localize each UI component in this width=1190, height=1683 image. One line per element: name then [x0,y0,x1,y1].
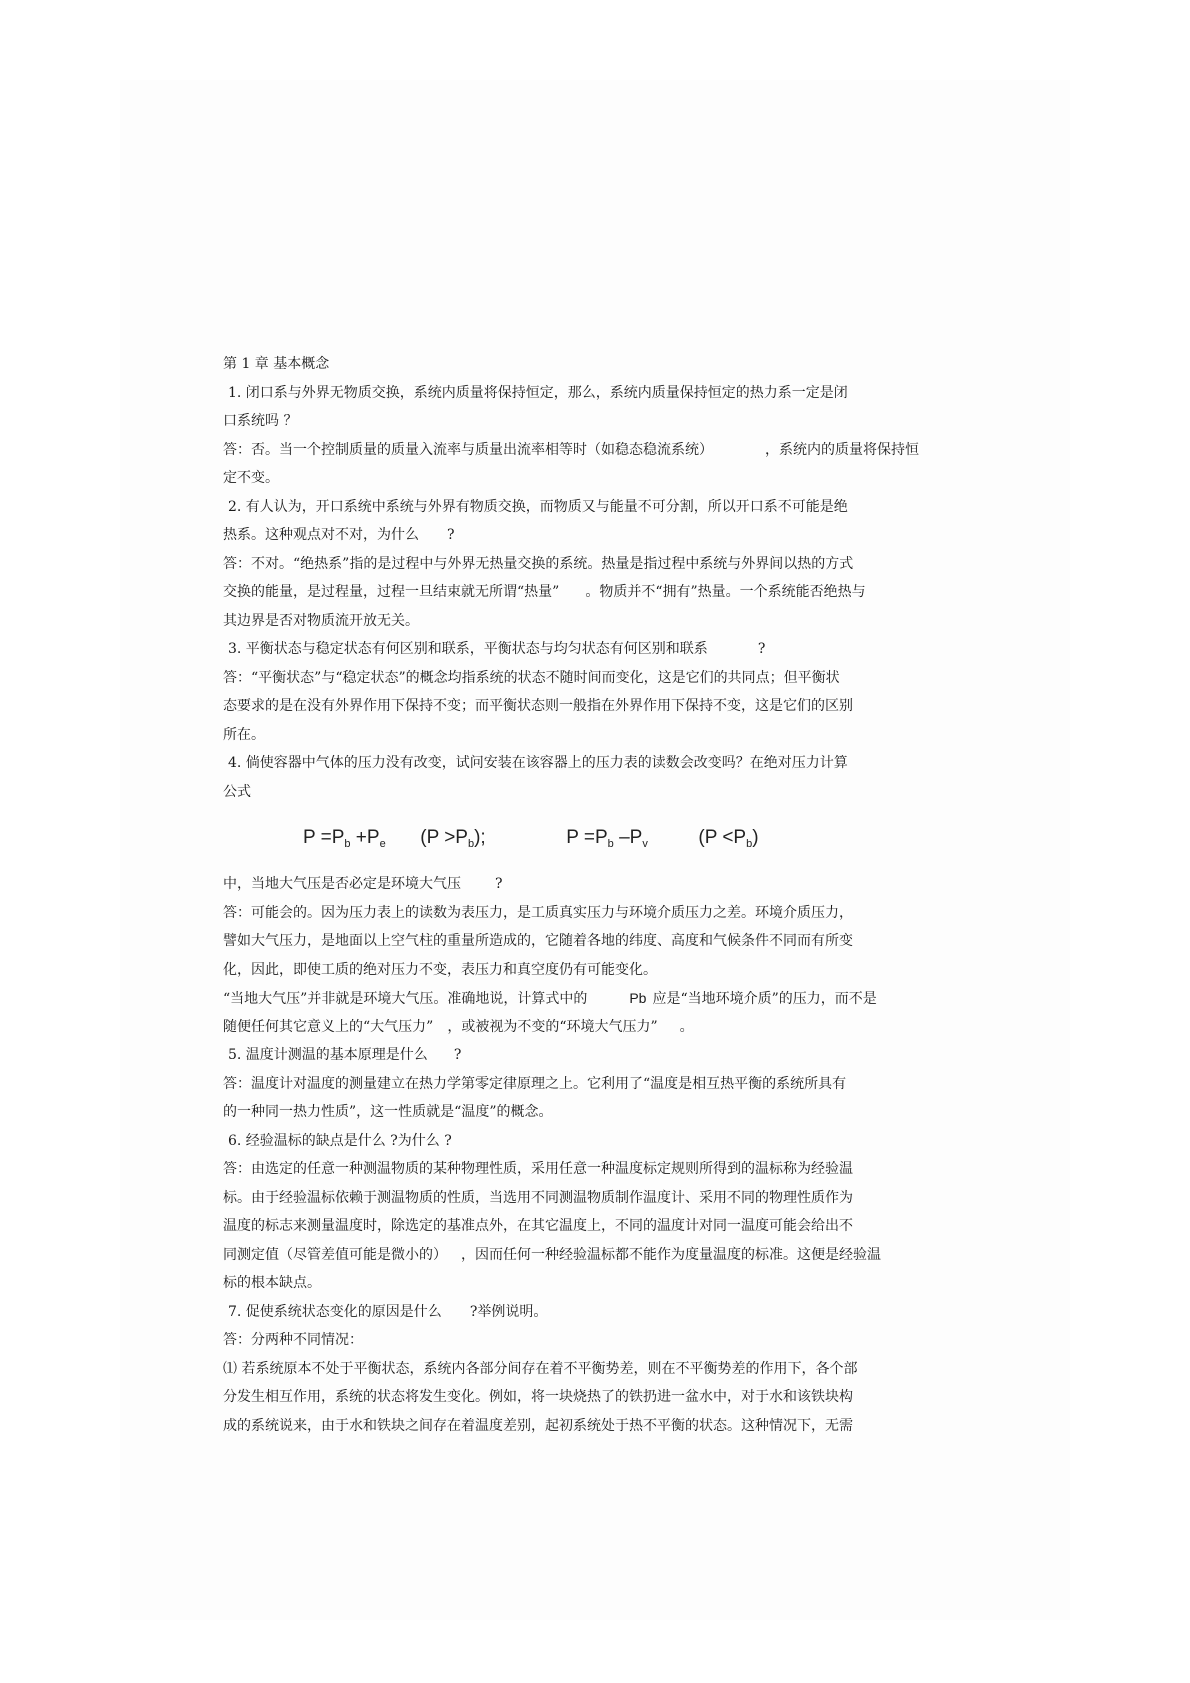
answer-1-line-1a: 答：否。当一个控制质量的质量入流率与质量出流率相等时（如稳态稳流系统） [223,441,713,458]
answer-1-line-1 [223,436,968,465]
answer-5-line-1: 答：温度计对温度的测量建立在热力学第零定律原理之上。它利用了“温度是相互热平衡的系统所具有 [223,1075,847,1092]
question-4-line-3 [223,870,968,899]
answer-6-line-1: 答：由选定的任意一种测温物质的某种物理性质，采用任意一种温度标定规则所得到的温标称为经验温 [223,1161,853,1177]
question-7-line-1 [223,1298,968,1327]
question-3-line-1 [223,635,968,664]
question-3-line-1a: 3. 平衡状态与稳定状态有何区别和联系，平衡状态与均匀状态有何区别和联系 [228,641,708,657]
answer-4-line-4c: 应是“当地环境介质”的压力，而不是 [652,991,877,1007]
answer-6-line-4a: 同测定值（尽管差值可能是微小的） [223,1246,447,1263]
chapter-heading: 第 1 章 基本概念 [223,356,330,372]
formula-2: $P =P_b$ $-P_v$ [566,827,648,850]
answer-4-line-4 [223,984,968,1013]
answer-6-line-4b: ，因而任何一种经验温标都不能作为度量温度的标准。这便是经验温 [461,1246,881,1263]
answer-4-line-3: 化，因此，即使工质的绝对压力不变，表压力和真空度仍有可能变化。 [223,961,657,978]
question-2-line-2b: ? [447,527,455,543]
answer-6-line-2: 标。由于经验温标依赖于测温物质的性质，当选用不同测温物质制作温度计、采用不同的物理性质作为 [223,1189,853,1206]
question-4-line-3b: ? [495,876,503,892]
question-4-line-3a: 中，当地大气压是否必定是环境大气压 [223,876,461,892]
formula-2-condition: $(P <P_b)$ [698,827,759,850]
answer-2-line-2a: 交换的能量，是过程量，过程一旦结束就无所谓“热量” [223,584,560,600]
answer-1-line-2: 定不变。 [223,470,279,486]
question-6-line-1: 6. 经验温标的缺点是什么 ?为什么 ? [228,1132,452,1149]
question-1-line-2: 口系统吗 ？ [223,413,298,429]
answer-7-line-1: 答：分两种不同情况： [223,1332,363,1348]
formula-1-condition: $(P >P_b)$; [420,827,486,850]
answer-4-line-2: 譬如大气压力，是地面以上空气柱的重量所造成的，它随着各地的纬度、高度和气候条件不同而有所变 [223,933,853,949]
question-5-line-1b: ? [453,1047,462,1063]
answer-1-line-1b: ，系统内的质量将保持恒 [765,441,919,458]
answer-3-line-1: 答：“平衡状态”与“稳定状态”的概念均指系统的状态不随时间而变化，这是它们的共同点；但平衡状 [223,669,840,686]
answer-4-line-5c: 。 [679,1018,694,1035]
document-body [223,350,968,1440]
formula-1: $P =P_b +P_e$ [303,827,386,850]
question-4-line-1: 4. 倘使容器中气体的压力没有改变，试问安装在该容器上的压力表的读数会改变吗？在绝对压力计算 [228,755,848,771]
question-4-line-2: 公式 [223,783,251,800]
answer-2-line-3: 其边界是否对物质流开放无关。 [223,612,419,629]
question-5-line-1a: 5. 温度计测温的基本原理是什么 [228,1047,428,1063]
answer-2-line-2 [223,578,968,607]
answer-4-line-4a: “当地大气压”并非就是环境大气压。准确地说，计算式中的 [223,991,588,1007]
answer-6-line-5: 标的根本缺点。 [223,1275,321,1291]
question-2-line-2a: 热系。这种观点对不对，为什么 [223,527,419,543]
answer-4-line-5b: ，或被视为不变的“环境大气压力” [447,1018,658,1035]
answer-6-line-3: 温度的标志来测量温度时，除选定的基准点外，在其它温度上，不同的温度计对同一温度可能会给出不 [223,1218,853,1234]
answer-2-line-2b: 。物质并不“拥有”热量。一个系统能否绝热与 [585,584,866,600]
question-3-line-1b: ? [757,641,766,657]
question-7-line-1b: ?举例说明。 [469,1303,548,1320]
question-5-line-1 [223,1041,968,1070]
answer-7-line-2: ⑴ 若系统原本不处于平衡状态，系统内各部分间存在着不平衡势差，则在不平衡势差的作用下，各个部 [223,1360,858,1377]
answer-3-line-3: 所在。 [223,726,265,743]
pressure-formula [223,806,968,870]
question-2-line-1: 2. 有人认为，开口系统中系统与外界有物质交换，而物质又与能量不可分割，所以开口系不可能是绝 [228,498,848,515]
answer-4-line-1: 答：可能会的。因为压力表上的读数为表压力，是工质真实压力与环境介质压力之差。环境介质压力， [223,904,853,921]
answer-2-line-1: 答：不对。“绝热系”指的是过程中与外界无热量交换的系统。热量是指过程中系统与外界间以热的方式 [223,555,854,572]
answer-3-line-2: 态要求的是在没有外界作用下保持不变；而平衡状态则一般指在外界作用下保持不变，这是它们的区别 [223,698,853,714]
question-7-line-1a: 7. 促使系统状态变化的原因是什么 [228,1303,442,1320]
question-1-line-1: 1. 闭口系与外界无物质交换，系统内质量将保持恒定，那么，系统内质量保持恒定的热力系一定是闭 [228,384,848,401]
answer-4-line-5a: 随便任何其它意义上的“大气压力” [223,1018,434,1035]
answer-7-line-4: 成的系统说来，由于水和铁块之间存在着温度差别，起初系统处于热不平衡的状态。这种情况下，无需 [223,1417,853,1434]
answer-4-symbol-pb: Pb [629,990,647,1006]
answer-6-line-4 [223,1241,968,1270]
answer-5-line-2: 的一种同一热力性质”，这一性质就是“温度”的概念。 [223,1104,553,1120]
answer-4-line-5 [223,1013,968,1042]
answer-7-line-3: 分发生相互作用，系统的状态将发生变化。例如，将一块烧热了的铁扔进一盆水中，对于水和该铁块构 [223,1389,853,1405]
question-2-line-2 [223,521,968,550]
